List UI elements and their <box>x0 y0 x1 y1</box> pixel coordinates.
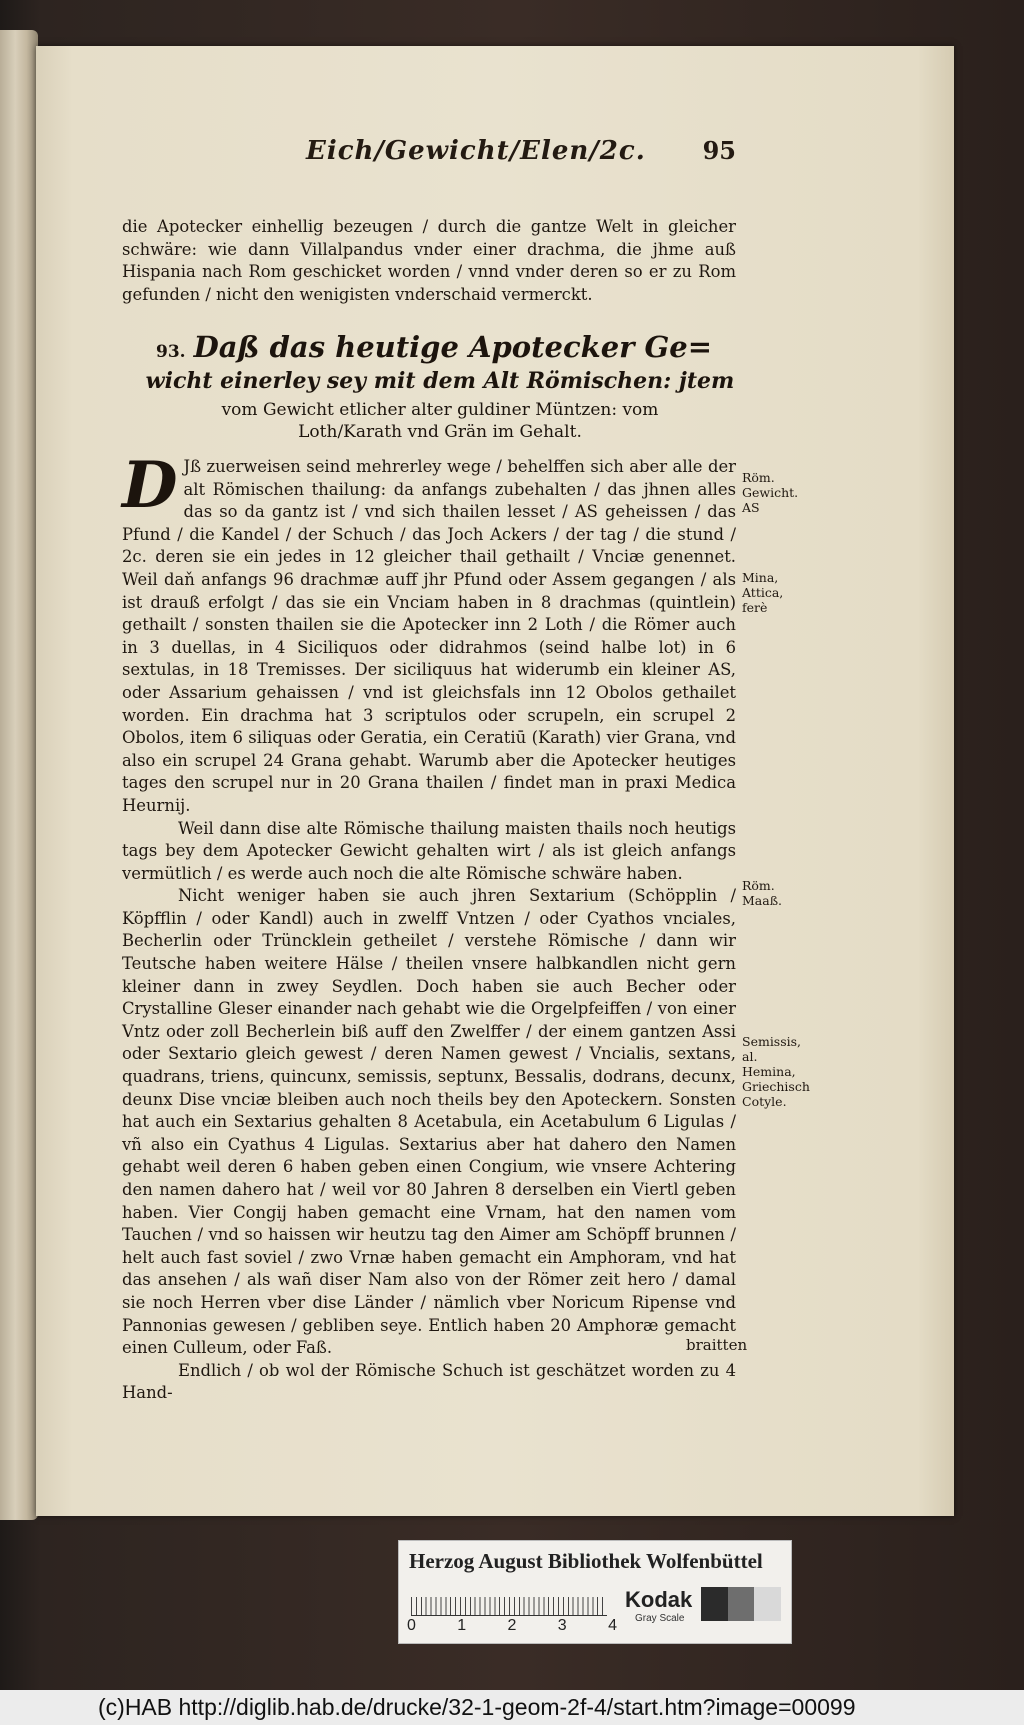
ruler-number: 4 <box>608 1617 617 1634</box>
paragraph-top-text: die Apotecker einhellig bezeugen / durch die gantze Welt in gleicher schwäre: wie dann Villalpandus vnder einer drachma, die jhme auß Hispania nach Rom geschicket worden / vnnd vnder deren so er zu Rom gefunden / nicht den wenigisten vnderschaid vermerckt. <box>122 217 736 304</box>
page-number: 95 <box>702 136 736 165</box>
color-target-card <box>398 1540 792 1644</box>
drop-cap: D <box>122 448 178 523</box>
ruler-number: 0 <box>407 1617 416 1634</box>
heading-line-2: wicht einerley sey mit dem Alt Römischen: jtem <box>145 368 735 394</box>
ruler-number: 3 <box>557 1617 567 1634</box>
heading-line-4: Loth/Karath vnd Grän im Gehalt. <box>298 422 582 442</box>
paragraph-main <box>122 448 736 818</box>
scale-ruler <box>411 1585 607 1616</box>
margin-note-semissis: Semissis, al. Hemina, Griechisch Cotyle. <box>742 1034 810 1109</box>
swatch-mid <box>728 1587 755 1621</box>
ruler-numbers <box>407 1617 617 1635</box>
heading-line-1: Daß das heutige Apotecker Ge= <box>193 330 713 364</box>
section-heading <box>145 330 746 442</box>
paragraph-top <box>122 216 736 306</box>
catchword: braitten <box>686 1336 748 1354</box>
footer-bar <box>0 1690 1024 1725</box>
heading-line-3: vom Gewicht etlicher alter guldiner Müntzen: vom <box>221 400 659 420</box>
gray-scale-label: Gray Scale <box>635 1613 685 1624</box>
running-head-title: Eich/Gewicht/Elen/2c. <box>306 136 646 166</box>
paragraph-3: Nicht weniger haben sie auch jhren Sextarium (Schöpplin / Köpfflin / oder Kandl) auch in zwelff Vntzen / oder Cyathos vnciales, Becherlin oder Trüncklein getheilet / verstehe Römische / dann wir Teutsche haben weitere Hälse / theilen vnsere halbkandlen nicht gern kleiner dann in zwey Seydlen. Doch haben sie auch Becher oder Crystalline Gleser einander nach gehabt wie die Orgelpfeiffen / von einer Vntz oder zoll Becherlein biß auff den Zwelffer / der einem gantzen Assi oder Sextario gleich gewest / deren Namen gewest / Vncialis, sextans, quadrans, triens, quincunx, semissis, septunx, Bessalis, dodrans, decunx, deunx Dise vnciæ bleiben auch noch theils bey den Apoteckern. Sonsten hat auch ein Sextarius gehalten 8 Acetabula, ein Acetabulum 6 Ligulas / vñ also ein Cyathus 4 Ligulas. Sextarius aber hat dahero den Namen gehabt weil deren 6 haben geben einen Congium, wie vnsere Achtering den namen dahero hat / weil vor 80 Jahren 8 derselben ein Viertl geben haben. Vier Congij haben gemacht eine Vrnam, hat den namen vom Tauchen / vnd so haissen wir heutzu tag den Aimer am Schöpff brunnen / helt auch fast soviel / zwo Vrnæ haben gemacht ein Amphoram, vnd hat das ansehen / als wañ diser Nam also von der Römer zeit hero / damal sie noch Herren vber dise Länder / nämlich vber Noricum Ripense vnd Pannonias gewesen / gebliben seye. Entlich haben 20 Amphoræ gemacht einen Culleum, oder Faß. <box>122 886 736 1358</box>
paragraph-2: Weil dann dise alte Römische thailung maisten thails noch heutigs tags bey dem Apotecker Gewicht gehalten wirt / als ist gleich anfangs vermütlich / es werde auch noch die alte Römische schwäre haben. <box>122 818 736 883</box>
swatch-dark <box>701 1587 728 1621</box>
margin-note-roman-weight: Röm. Gewicht. AS <box>742 470 799 515</box>
paragraph-4: Endlich / ob wol der Römische Schuch ist geschätzet worden zu 4 Hand- <box>122 1360 736 1403</box>
swatch-light <box>754 1587 781 1621</box>
kodak-logo: Kodak <box>625 1587 693 1612</box>
ruler-number: 1 <box>457 1617 467 1634</box>
main-text <box>122 448 736 1405</box>
book-edge <box>0 30 38 1520</box>
gray-swatches <box>701 1587 781 1621</box>
running-head <box>266 136 736 170</box>
paragraph-main-text: Jß zuerweisen seind mehrerley wege / behelffen sich aber alle der alt Römischen thailung: da anfangs zubehalten / das jhnen alles das so da gantz ist / vnd sich thailen lesset / AS geheissen / das Pfund / die Kandel / der Schuch / das Joch Ackers / der tag / die stund / 2c. deren sie ein jedes in 12 gleicher thail gethailt / Vnciæ genennet. Weil daň anfangs 96 drachmæ auff jhr Pfund oder Assem gegangen / als ist drauß erfolgt / das sie ein Vnciam haben in 8 drachmas (quintlein) gethailt / sonsten thailen sie die Apotecker inn 2 Loth / die Römer auch in 3 duellas, in 4 Siciliquos oder didrahmos (seind halbe lot) in 6 sextulas, in 18 Tremisses. Der siciliquus hat widerumb ein kleiner AS, oder Assarium gehaissen / vnd ist gleichsfals inn 12 Obolos gethailet worden. Ein drachma hat 3 scriptulos oder scrupeln, ein scrupel 2 Obolos, item 6 siliquas oder Geratia, ein Ceratiū (Karath) vier Grana, vnd also ein scrupel 24 Grana gehabt. Warumb aber die Apotecker heutiges tages den scrupel nur in 20 Grana thailen / findet man in praxi Medica Heurnij. <box>122 457 736 815</box>
ruler-number: 2 <box>507 1617 517 1634</box>
footer-url[interactable]: (c)HAB http://diglib.hab.de/drucke/32-1-geom-2f-4/start.htm?image=00099 <box>98 1694 856 1720</box>
book-page <box>36 46 954 1516</box>
margin-note-roman-measure: Röm. Maaß. <box>742 878 783 908</box>
library-name: Herzog August Bibliothek Wolfenbüttel <box>409 1549 763 1573</box>
section-number: 93. <box>156 342 186 362</box>
margin-note-mina: Mina, Attica, ferè <box>742 570 784 615</box>
